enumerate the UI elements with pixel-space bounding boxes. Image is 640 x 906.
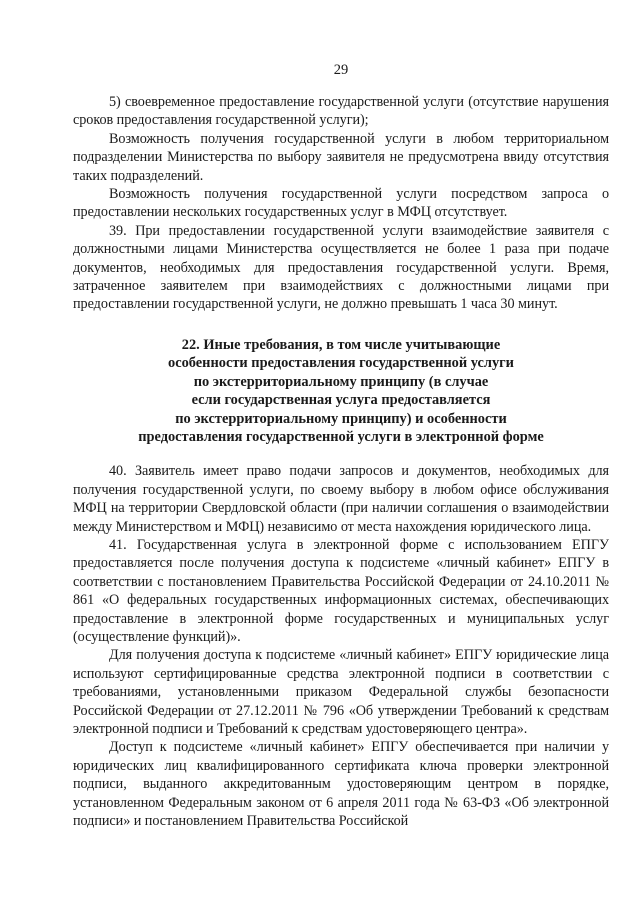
- heading-line: если государственная услуга предоставляется: [191, 392, 491, 409]
- page-number: 29: [333, 62, 349, 78]
- paragraph-territorial-subdivision: Возможность получения государственной услуги в любом территориальном подразделении Министерства по выбору заявителя не предусмотрена ввиду отсутствия таких подразделений.: [73, 130, 609, 184]
- heading-line: по экстерриториальному принципу) и особенности: [175, 410, 507, 427]
- paragraph-item-5: 5) своевременное предоставление государственной услуги (отсутствие нарушения сроков предоставления государственной услуги);: [73, 94, 609, 129]
- paragraph-mfc-complex-request: Возможность получения государственной услуги посредством запроса о предоставлении нескольких государственных услуг в МФЦ отсутствует.: [73, 186, 609, 221]
- heading-line: по экстерриториальному принципу (в случае: [193, 373, 489, 390]
- paragraph-access-personal-account: Для получения доступа к подсистеме «личный кабинет» ЕПГУ юридические лица используют сертифицированные средства электронной подписи в соответствии с требованиями, установленными приказом Федеральной службы безопасности Российской Федерации от 27.12.2011 № 796 «Об утверждении Требований к средствам электронной подписи и Требований к средствам удостоверяющего центра».: [73, 647, 609, 737]
- heading-line: 22. Иные требования, в том числе учитывающие: [181, 336, 501, 353]
- section-22-heading: [73, 336, 609, 446]
- heading-line: предоставления государственной услуги в электронной форме: [138, 428, 544, 445]
- paragraph-40: 40. Заявитель имеет право подачи запросов и документов, необходимых для получения государственной услуги, по своему выбору в любом офисе обслуживания МФЦ на территории Свердловской области (при наличии соглашения о взаимодействии между Министерством и МФЦ) независимо от места нахождения юридического лица.: [73, 463, 609, 535]
- paragraph-39: 39. При предоставлении государственной услуги взаимодействие заявителя с должностными лицами Министерства осуществляется не более 1 раза при подаче документов, необходимых для предоставления государственной услуги. Время, затраченное заявителем при взаимодействиях с должностными лицами при предоставлении государственной услуги, не должно превышать 1 часа 30 минут.: [73, 222, 609, 313]
- paragraph-41: 41. Государственная услуга в электронной форме с использованием ЕПГУ предоставляется после получения доступа к подсистеме «личный кабинет» ЕПГУ в соответствии с постановлением Правительства Российской Федерации от 24.10.2011 № 861 «О федеральных государственных информационных системах, обеспечивающих предоставление в электронной форме государственных и муниципальных услуг (осуществление функций)».: [73, 536, 609, 645]
- heading-line: особенности предоставления государственной услуги: [168, 355, 514, 372]
- paragraph-qualified-certificate: Доступ к подсистеме «личный кабинет» ЕПГУ обеспечивается при наличии у юридических лиц квалифицированного сертификата ключа проверки электронной подписи, выданного аккредитованным удостоверяющим центром в порядке, установленном Федеральным законом от 6 апреля 2011 года № 63-ФЗ «Об электронной подписи» и постановлением Правительства Российской: [73, 739, 609, 830]
- document-page: [73, 62, 609, 830]
